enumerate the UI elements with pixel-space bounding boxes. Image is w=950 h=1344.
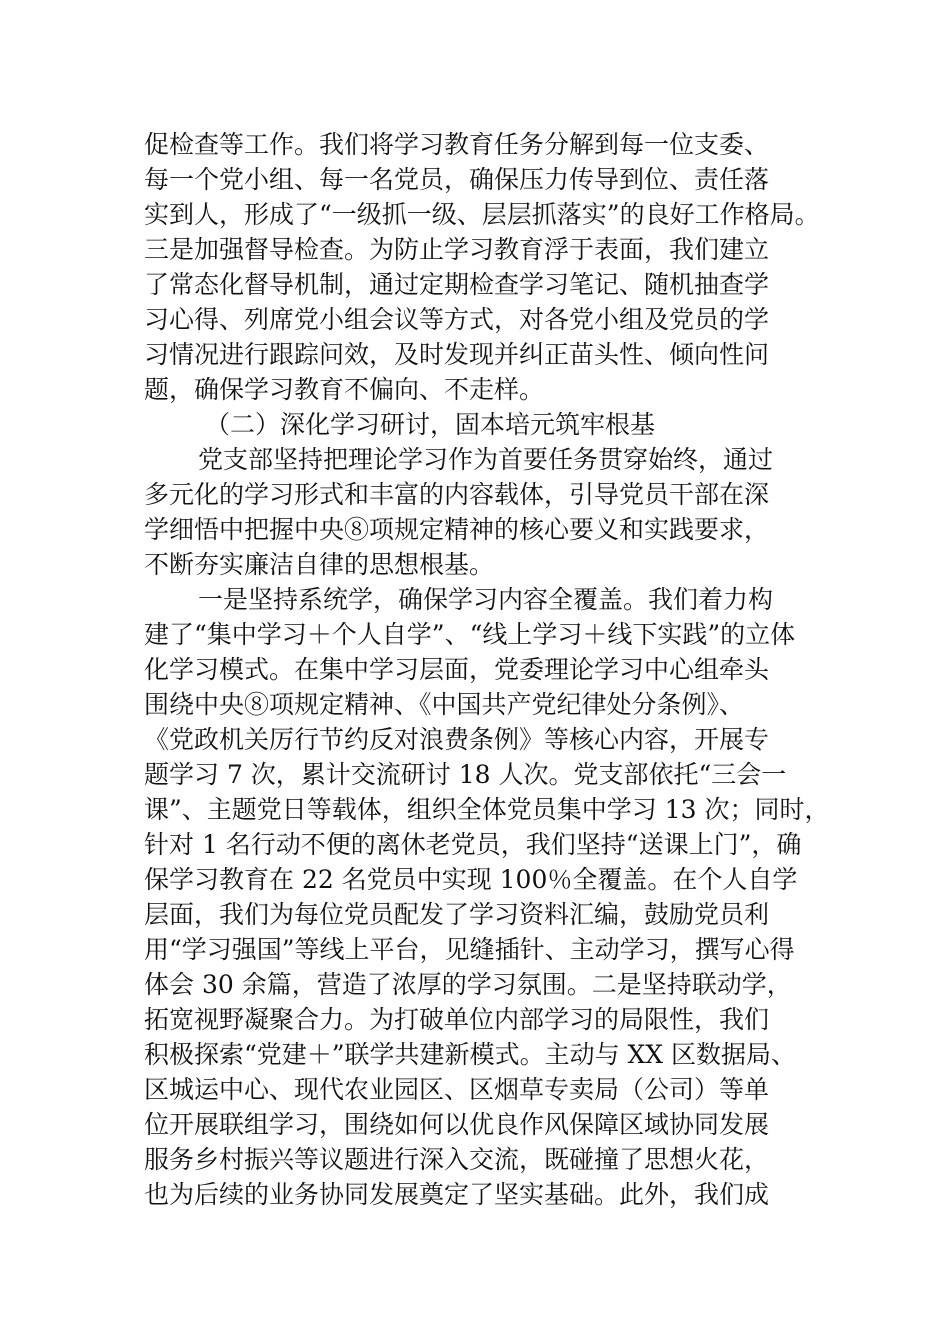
text-line: 多元化的学习形式和丰富的内容载体，引导党员干部在深 <box>144 480 770 509</box>
document-body <box>144 127 830 1212</box>
text-line: 服务乡村振兴等议题进行深入交流，既碰撞了思想火花， <box>144 1145 770 1174</box>
text-line: 层面，我们为每位党员配发了学习资料汇编，鼓励党员利 <box>144 900 770 929</box>
text-line: 了常态化督导机制，通过定期检查学习笔记、随机抽查学 <box>144 270 770 299</box>
text-line: 保学习教育在 22 名党员中实现 100％全覆盖。在个人自学 <box>144 865 798 894</box>
text-line: 建了“集中学习＋个人自学”、“线上学习＋线下实践”的立体 <box>144 620 796 649</box>
paragraph-first-line: 党支部坚持把理论学习作为首要任务贯穿始终，通过 <box>198 445 774 474</box>
text-line: 习情况进行跟踪问效，及时发现并纠正苗头性、倾向性问 <box>144 340 770 369</box>
text-line: 实到人，形成了“一级抓一级、层层抓落实”的良好工作格局。 <box>144 200 820 229</box>
text-line: 也为后续的业务协同发展奠定了坚实基础。此外，我们成 <box>144 1180 770 1209</box>
text-line: 不断夯实廉洁自律的思想根基。 <box>144 550 495 579</box>
paragraph-first-line: 一是坚持系统学，确保学习内容全覆盖。我们着力构 <box>198 585 774 614</box>
text-line: 围绕中央⑧项规定精神、《中国共产党纪律处分条例》、 <box>144 690 745 719</box>
text-line: 化学习模式。在集中学习层面，党委理论学习中心组牵头 <box>144 655 770 684</box>
text-line: 拓宽视野凝聚合力。为打破单位内部学习的局限性，我们 <box>144 1005 770 1034</box>
text-line: 课”、主题党日等载体，组织全体党员集中学习 13 次；同时， <box>144 795 830 824</box>
text-line: 三是加强督导检查。为防止学习教育浮于表面，我们建立 <box>144 235 770 264</box>
text-line: 题学习 7 次，累计交流研讨 18 人次。党支部依托“三会一 <box>144 760 787 789</box>
text-line: 位开展联组学习，围绕如何以优良作风保障区域协同发展 <box>144 1110 770 1139</box>
text-line: 体会 30 余篇，营造了浓厚的学习氛围。二是坚持联动学， <box>144 970 792 999</box>
section-heading: （二）深化学习研讨，固本培元筑牢根基 <box>205 410 656 439</box>
text-line: 习心得、列席党小组会议等方式，对各党小组及党员的学 <box>144 305 770 334</box>
text-line: 用“学习强国”等线上平台，见缝插针、主动学习，撰写心得 <box>144 935 795 964</box>
text-line: 题，确保学习教育不偏向、不走样。 <box>144 375 545 404</box>
text-line: 《党政机关厉行节约反对浪费条例》等核心内容，开展专 <box>144 725 770 754</box>
text-line: 针对 1 名行动不便的离休老党员，我们坚持“送课上门”，确 <box>144 830 802 859</box>
text-line: 促检查等工作。我们将学习教育任务分解到每一位支委、 <box>144 130 770 159</box>
text-line: 学细悟中把握中央⑧项规定精神的核心要义和实践要求， <box>144 515 770 544</box>
text-line: 积极探索“党建＋”联学共建新模式。主动与 XX 区数据局、 <box>144 1040 797 1069</box>
text-line: 每一个党小组、每一名党员，确保压力传导到位、责任落 <box>144 165 770 194</box>
text-line: 区城运中心、现代农业园区、区烟草专卖局（公司）等单 <box>144 1075 770 1104</box>
